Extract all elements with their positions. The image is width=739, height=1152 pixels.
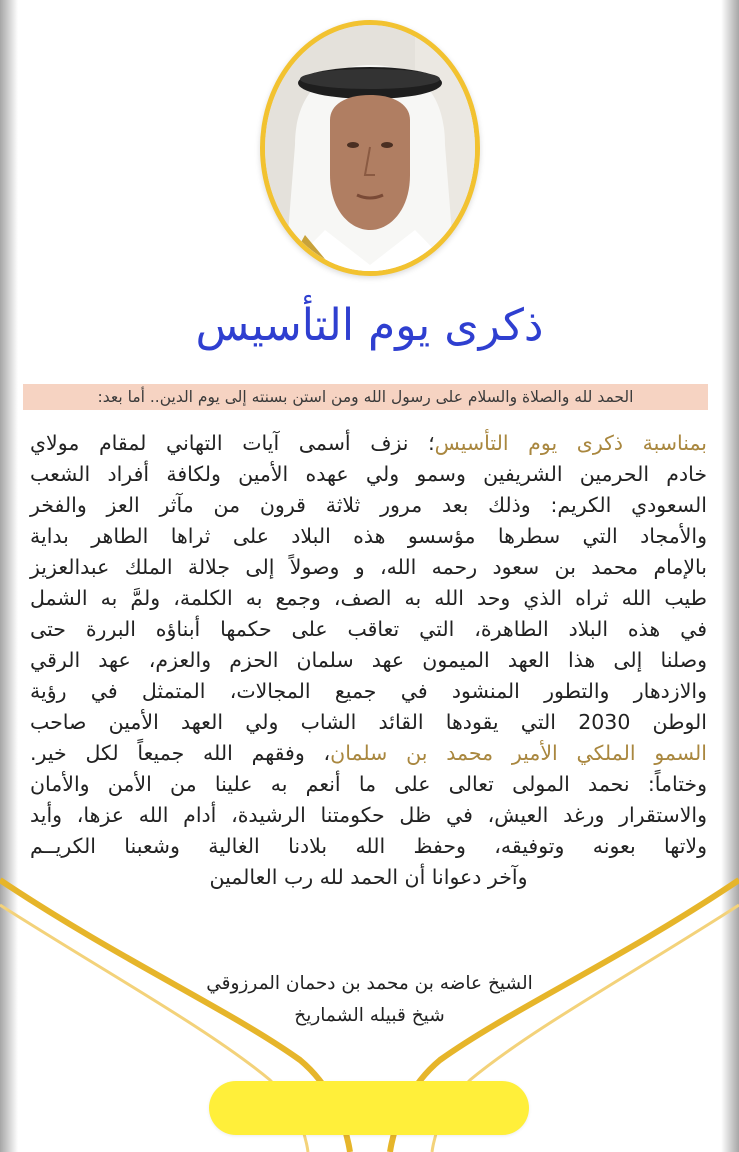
body-line: وختاماً: نحمد المولى تعالى على ما أنعم به علينا من الأمن والأمان xyxy=(30,772,707,796)
body-line: بالإمام محمد بن سعود رحمه الله، و وصولاً إلى جلالة الملك عبدالعزيز xyxy=(30,555,707,579)
signature-role: شيخ قبيله الشماريخ xyxy=(294,1005,445,1026)
occasion-highlight: بمناسبة ذكرى يوم التأسيس xyxy=(434,431,707,455)
body-line: والازدهار والتطور المنشود في جميع المجالات، المتمثل في رؤية xyxy=(30,679,707,703)
opening-salutation: الحمد لله والصلاة والسلام على رسول الله ومن استن بسنته إلى يوم الدين.. أما بعد: xyxy=(23,384,708,410)
body-line: طيب الله ثراه الذي وحد الله به الصف، وجمع به الكلمة، ولمَّ به الشمل xyxy=(30,586,707,610)
avatar-frame xyxy=(260,20,480,276)
portrait-illustration xyxy=(265,25,475,271)
body-line: في هذه البلاد الطاهرة، التي تعاقب على حكمها أبناؤه البررة حتى xyxy=(30,617,707,641)
signature-block xyxy=(0,968,739,1032)
body-text: ؛ نزف أسمى آيات التهاني لمقام مولاي xyxy=(30,431,435,455)
body-line: والأمجاد التي سطرها مؤسسو هذه البلاد على ثراها الطاهر بداية xyxy=(30,524,707,548)
message-body xyxy=(30,428,707,893)
body-line: خادم الحرمين الشريفين وسمو ولي عهده الأمين ولكافة أفراد الشعب xyxy=(30,462,707,486)
signature-name: الشيخ عاضه بن محمد بن دحمان المرزوقي xyxy=(206,973,533,994)
body-line: الوطن 2030 التي يقودها القائد الشاب ولي العهد الأمين صاحب xyxy=(30,710,707,734)
prince-name-highlight: السمو الملكي الأمير محمد بن سلمان xyxy=(330,741,707,765)
body-line: وصلنا إلى هذا العهد الميمون عهد سلمان الحزم والعزم، عهد الرقي xyxy=(30,648,707,672)
body-line: السعودي الكريم: وذلك بعد مرور ثلاثة قرون من مآثر العز والفخر xyxy=(30,493,707,517)
body-text: ، وفقهم الله جميعاً لكل خير. xyxy=(30,741,331,765)
body-line xyxy=(30,428,707,459)
avatar xyxy=(265,25,475,271)
body-line: ولاتها بعونه وتوفيقه، وحفظ الله بلادنا الغالية وشعبنا الكريــم xyxy=(30,834,707,858)
action-button[interactable] xyxy=(209,1081,529,1135)
body-line-closing: وآخر دعوانا أن الحمد لله رب العالمين xyxy=(209,865,528,889)
body-line xyxy=(30,738,707,769)
body-line: والاستقرار ورغد العيش، في ظل حكومتنا الرشيدة، أدام الله عزها، وأيد xyxy=(30,803,707,827)
page-title: ذكرى يوم التأسيس xyxy=(195,300,544,351)
